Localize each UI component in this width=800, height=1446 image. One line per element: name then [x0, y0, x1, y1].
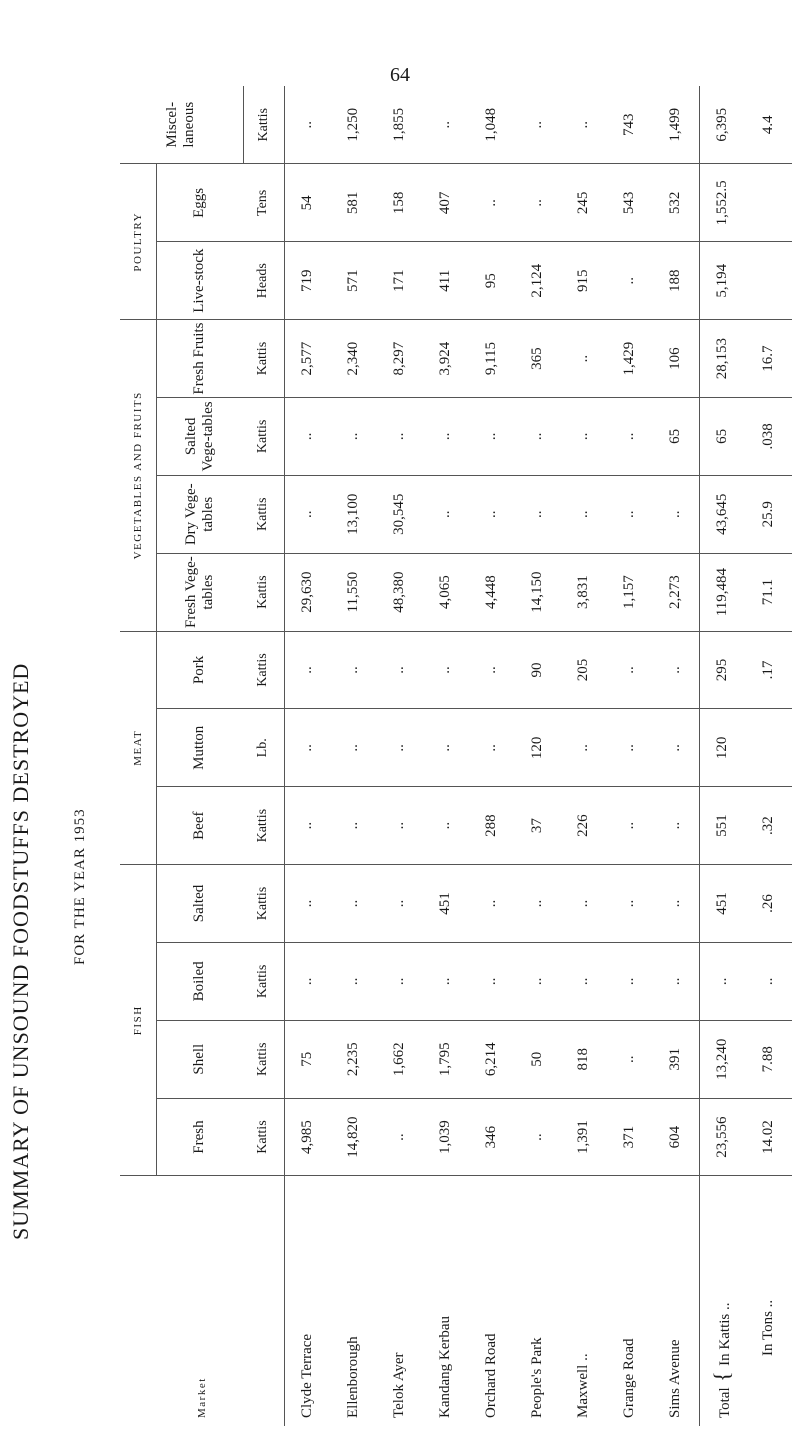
table-cell: .. — [423, 397, 469, 475]
table-row — [607, 86, 653, 1426]
table-cell: .. — [607, 242, 653, 320]
table-cell: 371 — [607, 1098, 653, 1176]
col-fresh-fish: Fresh — [157, 1098, 244, 1176]
table-cell: 37 — [515, 787, 561, 865]
table-cell: 719 — [284, 242, 331, 320]
table-cell: 4,065 — [423, 553, 469, 631]
total-cell: .26 — [746, 865, 792, 943]
table-cell: .. — [607, 475, 653, 553]
table-cell: .. — [377, 942, 423, 1020]
table-cell: .. — [515, 1098, 561, 1176]
total-cell: 43,645 — [699, 475, 746, 553]
table-cell: 581 — [331, 164, 377, 242]
table-cell: .. — [284, 942, 331, 1020]
table-cell: 158 — [377, 164, 423, 242]
table-cell: .. — [653, 709, 700, 787]
page-subtitle: FOR THE YEAR 1953 — [72, 808, 88, 965]
table-cell: 6,214 — [469, 1020, 515, 1098]
table-cell: 205 — [561, 631, 607, 709]
table-cell: 54 — [284, 164, 331, 242]
total-cell — [746, 709, 792, 787]
table-cell: .. — [284, 865, 331, 943]
col-mutton: Mutton — [157, 709, 244, 787]
table-row — [561, 86, 607, 1426]
table-cell: .. — [423, 709, 469, 787]
market-name: Kandang Kerbau — [437, 1315, 453, 1418]
market-name: Maxwell .. — [575, 1353, 591, 1418]
table-cell: .. — [284, 397, 331, 475]
col-shell-fish: Shell — [157, 1020, 244, 1098]
table-cell: 743 — [607, 86, 653, 164]
total-label: Total — [717, 1387, 733, 1418]
table-cell: 2,273 — [653, 553, 700, 631]
total-cell: 5,194 — [699, 242, 746, 320]
table-cell: 90 — [515, 631, 561, 709]
summary-table-wrapper — [120, 86, 780, 1426]
unit-cell: Kattis — [243, 942, 284, 1020]
table-cell: 365 — [515, 320, 561, 398]
group-meat: MEAT — [120, 631, 157, 865]
table-cell: .. — [561, 865, 607, 943]
table-cell: 1,499 — [653, 86, 700, 164]
unit-cell: Lb. — [243, 709, 284, 787]
table-cell: .. — [469, 397, 515, 475]
table-cell: .. — [284, 86, 331, 164]
table-cell: .. — [515, 164, 561, 242]
table-cell: 188 — [653, 242, 700, 320]
table-cell: .. — [284, 631, 331, 709]
total-cell: 16.7 — [746, 320, 792, 398]
table-cell: .. — [377, 865, 423, 943]
unit-cell: Kattis — [243, 631, 284, 709]
table-row — [469, 86, 515, 1426]
table-cell: 451 — [423, 865, 469, 943]
group-header-row — [120, 86, 157, 1426]
total-cell: 551 — [699, 787, 746, 865]
table-cell: 1,048 — [469, 86, 515, 164]
table-cell: .. — [607, 865, 653, 943]
total-label-cell — [699, 1176, 746, 1426]
table-row — [653, 86, 700, 1426]
table-cell: .. — [561, 397, 607, 475]
col-salted-vegetables: Salted Vege-tables — [157, 397, 244, 475]
total-label-cell — [746, 1176, 792, 1426]
table-cell: .. — [515, 865, 561, 943]
col-pork: Pork — [157, 631, 244, 709]
group-poultry: POULTRY — [120, 164, 157, 320]
table-cell: .. — [469, 164, 515, 242]
table-cell: 30,545 — [377, 475, 423, 553]
table-cell: .. — [515, 475, 561, 553]
table-cell: 9,115 — [469, 320, 515, 398]
total-cell: 71.1 — [746, 553, 792, 631]
table-cell: .. — [653, 942, 700, 1020]
total-cell — [746, 242, 792, 320]
total-cell: 295 — [699, 631, 746, 709]
unit-cell: Kattis — [243, 865, 284, 943]
table-cell: 2,577 — [284, 320, 331, 398]
table-cell: .. — [653, 475, 700, 553]
unit-cell: Kattis — [243, 475, 284, 553]
market-name: Sims Avenue — [667, 1339, 683, 1418]
total-unit-label: In Kattis .. — [717, 1302, 733, 1366]
table-row — [377, 86, 423, 1426]
total-cell: 23,556 — [699, 1098, 746, 1176]
table-cell: 407 — [423, 164, 469, 242]
col-dry-vegetables: Dry Vege-tables — [157, 475, 244, 553]
table-cell: 1,250 — [331, 86, 377, 164]
unit-cell: Kattis — [243, 320, 284, 398]
table-cell: .. — [469, 865, 515, 943]
table-cell: 3,831 — [561, 553, 607, 631]
table-cell: 1,039 — [423, 1098, 469, 1176]
table-cell: .. — [423, 787, 469, 865]
total-cell: 25.9 — [746, 475, 792, 553]
table-cell: .. — [561, 320, 607, 398]
table-cell: .. — [331, 631, 377, 709]
table-cell: 1,157 — [607, 553, 653, 631]
unit-cell: Kattis — [243, 553, 284, 631]
table-cell: .. — [423, 631, 469, 709]
total-cell: 6,395 — [699, 86, 746, 164]
market-name: People's Park — [529, 1337, 545, 1418]
total-cell: .. — [699, 942, 746, 1020]
table-cell: .. — [423, 475, 469, 553]
table-cell: 4,985 — [284, 1098, 331, 1176]
unit-cell: Tens — [243, 164, 284, 242]
table-cell: .. — [653, 631, 700, 709]
unit-cell: Heads — [243, 242, 284, 320]
group-vegetables-fruits: VEGETABLES AND FRUITS — [120, 320, 157, 631]
table-cell: 915 — [561, 242, 607, 320]
table-cell: .. — [653, 865, 700, 943]
table-cell: 120 — [515, 709, 561, 787]
table-cell: 604 — [653, 1098, 700, 1176]
total-cell: .17 — [746, 631, 792, 709]
table-cell: .. — [377, 397, 423, 475]
total-cell: .32 — [746, 787, 792, 865]
table-cell: .. — [515, 397, 561, 475]
col-livestock: Live-stock — [157, 242, 244, 320]
table-cell: 1,855 — [377, 86, 423, 164]
table-cell: 1,662 — [377, 1020, 423, 1098]
table-cell: 29,630 — [284, 553, 331, 631]
total-cell: 120 — [699, 709, 746, 787]
table-cell: .. — [515, 86, 561, 164]
total-cell: 65 — [699, 397, 746, 475]
total-cell: 14.02 — [746, 1098, 792, 1176]
table-cell: 75 — [284, 1020, 331, 1098]
summary-table — [120, 86, 792, 1426]
total-unit-label: In Tons .. — [760, 1299, 776, 1356]
table-cell: 1,391 — [561, 1098, 607, 1176]
table-cell: 411 — [423, 242, 469, 320]
col-salted-fish: Salted — [157, 865, 244, 943]
table-cell: .. — [469, 942, 515, 1020]
table-cell: .. — [284, 475, 331, 553]
table-cell: 1,429 — [607, 320, 653, 398]
unit-cell: Kattis — [243, 787, 284, 865]
market-name: Clyde Terrace — [299, 1333, 315, 1418]
col-boiled-fish: Boiled — [157, 942, 244, 1020]
table-row — [331, 86, 377, 1426]
table-cell: .. — [377, 631, 423, 709]
table-cell: 50 — [515, 1020, 561, 1098]
table-cell: 818 — [561, 1020, 607, 1098]
brace-glyph: { — [709, 1365, 734, 1388]
unit-cell: Kattis — [243, 1020, 284, 1098]
market-header: Market — [120, 1176, 284, 1426]
table-cell: .. — [284, 787, 331, 865]
total-cell: .038 — [746, 397, 792, 475]
table-cell: 2,124 — [515, 242, 561, 320]
table-cell: 1,795 — [423, 1020, 469, 1098]
table-cell: .. — [561, 86, 607, 164]
table-cell: 571 — [331, 242, 377, 320]
table-cell: .. — [331, 942, 377, 1020]
col-fresh-vegetables: Fresh Vege-tables — [157, 553, 244, 631]
total-cell — [746, 164, 792, 242]
table-row — [284, 86, 331, 1426]
col-eggs: Eggs — [157, 164, 244, 242]
market-name: Grange Road — [621, 1338, 637, 1418]
table-cell: .. — [423, 942, 469, 1020]
market-name: Ellenborough — [345, 1336, 361, 1418]
total-cell: .. — [746, 942, 792, 1020]
table-cell: 106 — [653, 320, 700, 398]
col-beef: Beef — [157, 787, 244, 865]
total-cell: 7.88 — [746, 1020, 792, 1098]
table-cell: 346 — [469, 1098, 515, 1176]
unit-cell: Kattis — [243, 1098, 284, 1176]
table-cell: .. — [607, 709, 653, 787]
table-cell: 48,380 — [377, 553, 423, 631]
total-row-kattis — [699, 86, 746, 1426]
table-row — [423, 86, 469, 1426]
table-cell: .. — [377, 1098, 423, 1176]
table-cell: .. — [515, 942, 561, 1020]
table-cell: .. — [653, 787, 700, 865]
table-cell: 2,340 — [331, 320, 377, 398]
table-cell: .. — [561, 942, 607, 1020]
total-row-tons — [746, 86, 792, 1426]
table-cell: 543 — [607, 164, 653, 242]
group-fish: FISH — [120, 865, 157, 1176]
table-cell: 14,820 — [331, 1098, 377, 1176]
table-cell: .. — [331, 787, 377, 865]
table-cell: .. — [469, 631, 515, 709]
market-name: Orchard Road — [483, 1333, 499, 1418]
group-miscellaneous: Miscel-laneous — [120, 86, 243, 164]
table-cell: .. — [469, 709, 515, 787]
table-cell: 13,100 — [331, 475, 377, 553]
table-cell: .. — [607, 942, 653, 1020]
table-cell: .. — [331, 865, 377, 943]
table-cell: 288 — [469, 787, 515, 865]
table-cell: .. — [607, 787, 653, 865]
table-cell: .. — [331, 397, 377, 475]
total-cell: 28,153 — [699, 320, 746, 398]
table-row — [515, 86, 561, 1426]
table-cell: .. — [607, 397, 653, 475]
table-cell: 245 — [561, 164, 607, 242]
table-cell: 391 — [653, 1020, 700, 1098]
table-cell: 171 — [377, 242, 423, 320]
table-cell: 8,297 — [377, 320, 423, 398]
table-cell: .. — [423, 86, 469, 164]
table-cell: .. — [607, 1020, 653, 1098]
table-cell: 226 — [561, 787, 607, 865]
total-cell: 4.4 — [746, 86, 792, 164]
table-cell: .. — [607, 631, 653, 709]
unit-cell: Kattis — [243, 86, 284, 164]
table-cell: 65 — [653, 397, 700, 475]
table-cell: 4,448 — [469, 553, 515, 631]
page-title: SUMMARY OF UNSOUND FOODSTUFFS DESTROYED — [8, 662, 33, 1240]
table-cell: 95 — [469, 242, 515, 320]
table-body — [284, 86, 792, 1426]
total-cell: 1,552.5 — [699, 164, 746, 242]
table-cell: 14,150 — [515, 553, 561, 631]
total-cell: 451 — [699, 865, 746, 943]
unit-cell: Kattis — [243, 397, 284, 475]
table-cell: .. — [284, 709, 331, 787]
total-cell: 13,240 — [699, 1020, 746, 1098]
table-cell: .. — [561, 475, 607, 553]
col-fresh-fruits: Fresh Fruits — [157, 320, 244, 398]
market-name: Telok Ayer — [391, 1352, 407, 1418]
table-cell: .. — [469, 475, 515, 553]
page-number: 64 — [390, 64, 410, 86]
table-cell: 2,235 — [331, 1020, 377, 1098]
table-cell: .. — [561, 709, 607, 787]
table-cell: 532 — [653, 164, 700, 242]
table-cell: .. — [377, 709, 423, 787]
table-cell: .. — [331, 709, 377, 787]
total-cell: 119,484 — [699, 553, 746, 631]
table-cell: 3,924 — [423, 320, 469, 398]
table-cell: 11,550 — [331, 553, 377, 631]
table-cell: .. — [377, 787, 423, 865]
